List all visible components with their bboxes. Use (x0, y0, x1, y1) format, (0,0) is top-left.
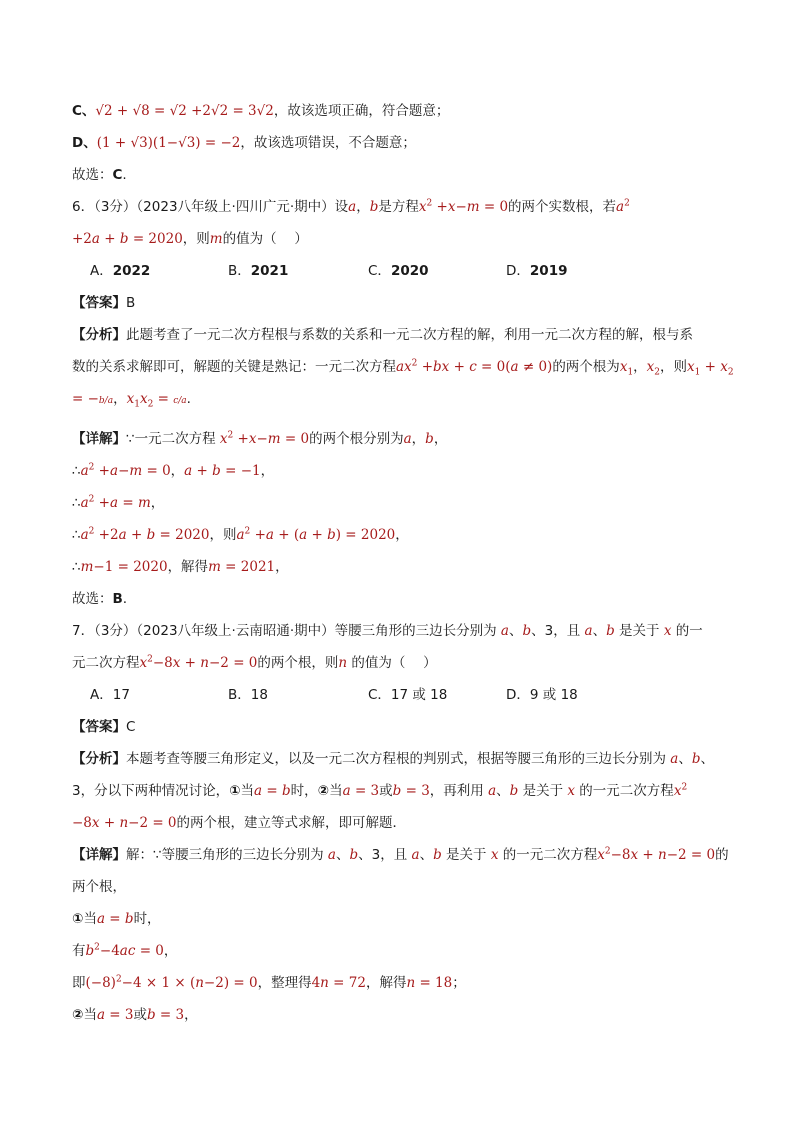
text-line: 3，分以下两种情况讨论，①当a = b时，②当a = 3或b = 3，再利用 a、b 是关于 x 的一元二次方程$x^2$ (72, 782, 688, 799)
text-line: 【分析】此题考查了一元二次方程根与系数的关系和一元二次方程的解，利用一元二次方程的解，根与系 (72, 327, 693, 343)
text-line: D、(1 + √3)(1−√3) = −2，故该选项错误，不合题意； (72, 135, 416, 151)
text-line: 数的关系求解即可，解题的关键是熟记：一元二次方程$ax^2 +bx + c = 0(a \ne 0)$的两个根为$x_1$，$x_2$，则$x_1 + x_2$ (72, 358, 734, 378)
text-line: 故选：B. (72, 591, 128, 607)
text-line: 【详解】解：∵等腰三角形的三边长分别为 a、b、3，且 a、b 是关于 x 的一元二次方程$x^2-8x + n-2 = 0$的 (72, 846, 729, 863)
text-line: ∴m−1 = 2020，解得m = 2021， (72, 559, 289, 575)
text-line: 有$b^2-4ac = 0$， (72, 942, 178, 959)
text-line: 【答案】B (72, 295, 136, 311)
text-line: 7．（3分）（2023八年级上·云南昭通·期中）等腰三角形的三边长分别为 a、b、3，且 a、b 是关于 x 的一 (72, 623, 703, 639)
text-line: ②当a = 3或b = 3， (72, 1007, 198, 1023)
text-line: 元二次方程$x^2-8x + n-2 = 0$的两个根，则n 的值为（ ） (72, 654, 437, 671)
text-line: ①当a = b时， (72, 911, 161, 927)
text-line: 故选：C. (72, 167, 127, 183)
text-line: $\therefore a^2 +a-m = 0$，a + b = −1， (72, 462, 275, 479)
text-line: 即$(-8)^2-4 \times 1 \times (n-2) = 0$，整理得4n = 72，解得n = 18； (72, 974, 466, 991)
text-line: 两个根， (72, 879, 126, 895)
text-line: $\therefore a^2 +a = m$， (72, 494, 165, 511)
text-line: C、√2 + √8 = √2 +2√2 = 3√2，故该选项正确，符合题意； (72, 103, 450, 119)
text-line: 【答案】C (72, 719, 136, 735)
text-line: = −b/a，$x_1x_2 = c/a$. (72, 391, 191, 410)
text-line: 【详解】∵一元二次方程 $x^2 +x-m = 0$的两个根分别为a，b， (72, 430, 448, 447)
text-line: A．2022 B．2021 C．2020 D．2019 (90, 263, 568, 279)
text-line: −8x + n−2 = 0的两个根，建立等式求解，即可解题． (72, 815, 407, 831)
text-line: 6．（3分）（2023八年级上·四川广元·期中）设a，b是方程$x^2 +x-m = 0$的两个实数根，若$a^2$ (72, 198, 630, 215)
text-line: 【分析】本题考查等腰三角形定义，以及一元二次方程根的判别式，根据等腰三角形的三边长分别为 a、b、 (72, 751, 715, 767)
text-line: A．17 B．18 C．17 或 18 D．9 或 18 (90, 687, 578, 703)
text-line: +2a + b = 2020，则m的值为（ ） (72, 231, 308, 247)
text-line: $\therefore a^2 +2a + b = 2020$，则$a^2 +a + (a + b) = 2020$， (72, 526, 409, 543)
